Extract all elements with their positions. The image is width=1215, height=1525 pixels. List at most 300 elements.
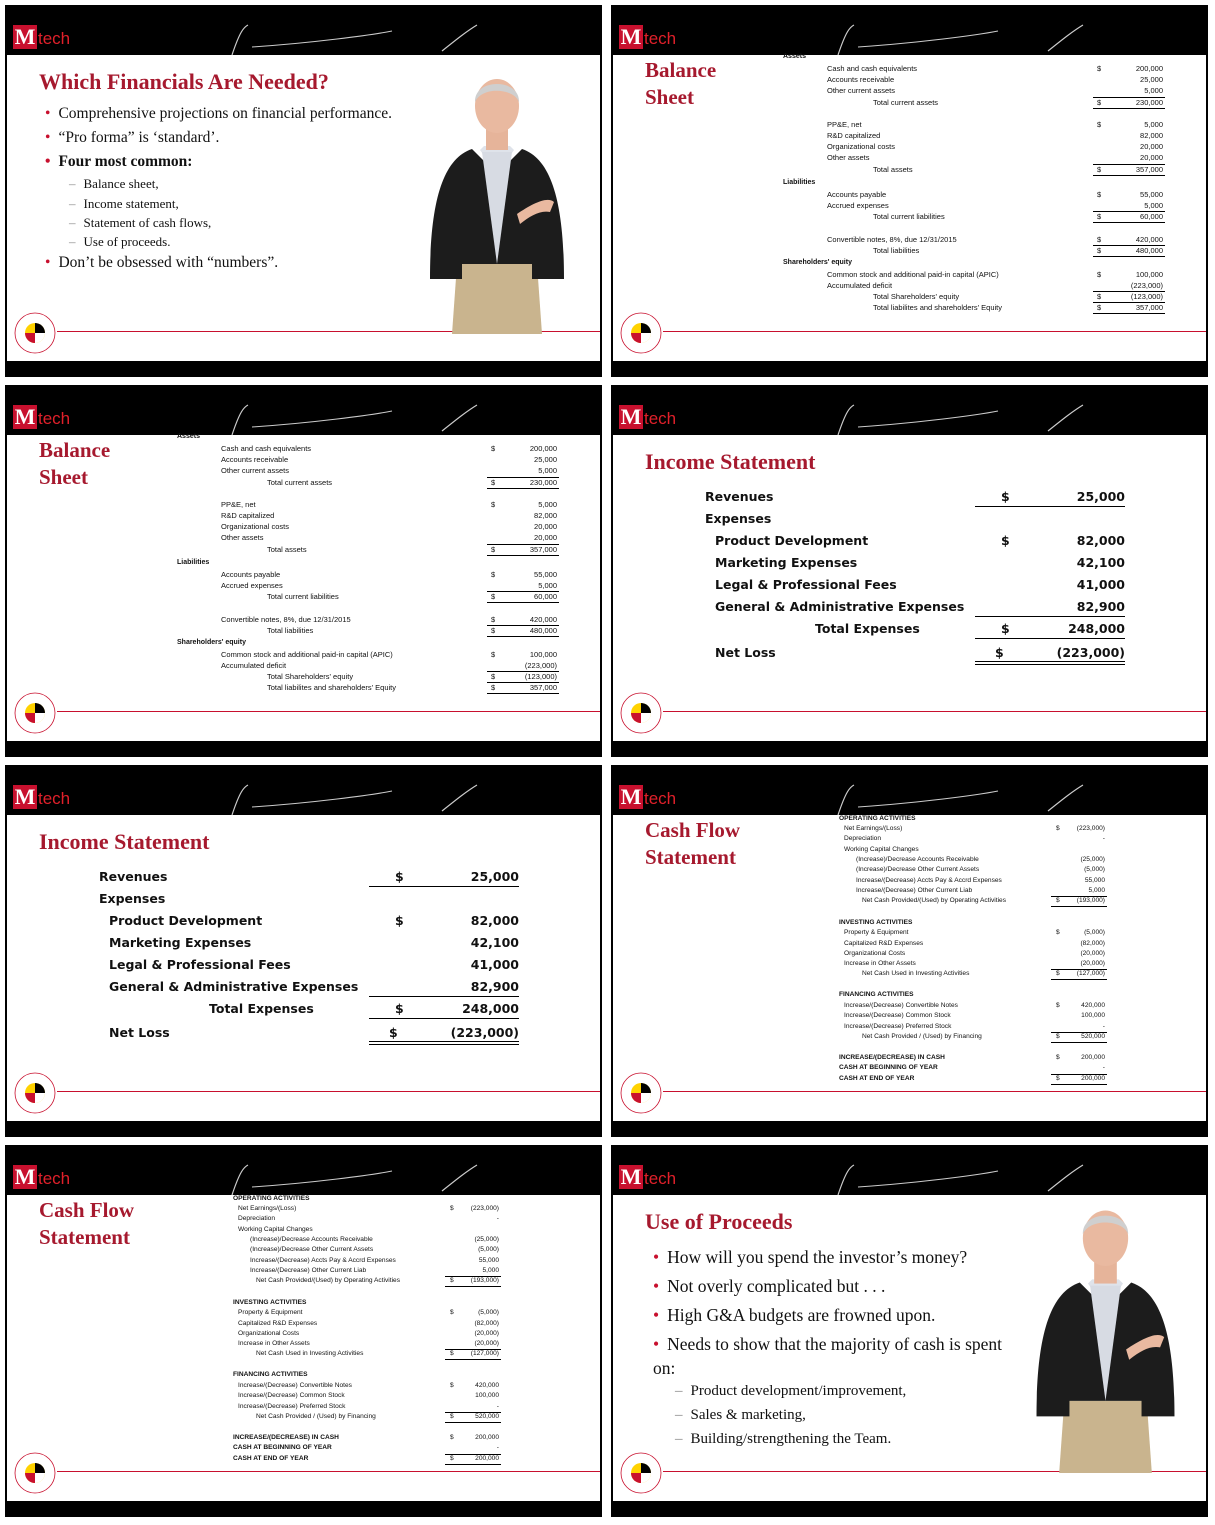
table-row-label: Net Loss xyxy=(715,645,776,660)
bottom-bar xyxy=(7,1121,600,1135)
currency-symbol: $ xyxy=(1097,212,1102,221)
table-row-label: Increase in Other Assets xyxy=(238,1340,310,1347)
footer-red-line xyxy=(57,1471,600,1472)
table-cell-value: 248,000 xyxy=(462,1001,519,1016)
currency-symbol: $ xyxy=(450,1455,454,1462)
slide-title: Income Statement xyxy=(645,449,816,474)
table-cell-value: - xyxy=(1102,835,1105,842)
table-cell-value: 82,000 xyxy=(534,511,557,520)
bullet-dot: • xyxy=(45,129,51,146)
logo-m-mark: M xyxy=(620,784,642,809)
table-cell-value: (193,000) xyxy=(1076,897,1105,904)
table-row-label: Organizational Costs xyxy=(238,1330,300,1337)
table-cell-value: - xyxy=(496,1444,499,1451)
table-row-label: CASH AT BEGINNING OF YEAR xyxy=(233,1444,332,1451)
table-row-label: INCREASE/(DECREASE) IN CASH xyxy=(233,1434,339,1441)
currency-symbol: $ xyxy=(1097,120,1102,129)
bullet-item xyxy=(45,105,392,123)
table-cell-value: 55,000 xyxy=(1084,877,1105,884)
table-row-label: Property & Equipment xyxy=(844,929,909,936)
table-row-label: Increase in Other Assets xyxy=(844,960,916,967)
table-cell-value: 520,000 xyxy=(1081,1033,1105,1040)
table-row-label: FINANCING ACTIVITIES xyxy=(839,991,914,998)
total-underline xyxy=(1051,1084,1107,1085)
table-row-label: Expenses xyxy=(99,891,166,906)
mtech-logo xyxy=(13,1165,70,1191)
table-cell-value: 230,000 xyxy=(1135,98,1163,107)
table-row-label: Cash and cash equivalents xyxy=(221,444,312,453)
table-row-label: Legal & Professional Fees xyxy=(715,577,897,592)
currency-symbol: $ xyxy=(1097,303,1102,312)
table-row-label: PP&E, net xyxy=(827,120,862,129)
logo-m-mark: M xyxy=(14,1164,36,1189)
table-cell-value: (223,000) xyxy=(450,1025,519,1040)
sub-bullet-item xyxy=(69,234,171,250)
table-row-label: CASH AT END OF YEAR xyxy=(233,1455,309,1462)
total-underline xyxy=(1051,906,1107,907)
slide-8 xyxy=(611,1145,1208,1517)
table-row-label: Total liabilities xyxy=(873,246,920,255)
table-cell-value: (5,000) xyxy=(478,1309,499,1316)
table-row-label: Organizational Costs xyxy=(844,950,906,957)
table-row-label: Increase/(Decrease) Preferred Stock xyxy=(238,1403,346,1410)
total-rule xyxy=(487,477,559,478)
header-swoosh xyxy=(222,781,482,815)
table-row-label: Net Cash Provided/(Used) by Operating Activities xyxy=(862,897,1007,904)
bullet-text: How will you spend the investor’s money? xyxy=(667,1247,968,1267)
bullet-text: Needs to show that the majority of cash is spent on: xyxy=(653,1334,1003,1378)
table-rule xyxy=(975,506,1125,507)
table-cell-value: 82,900 xyxy=(470,979,519,994)
header-swoosh xyxy=(222,1161,482,1195)
total-rule xyxy=(1051,896,1107,897)
bullet-item xyxy=(45,153,192,171)
section-header: Liabilities xyxy=(783,179,816,186)
bottom-bar xyxy=(7,1501,600,1515)
table-row-label: CASH AT END OF YEAR xyxy=(839,1075,915,1082)
bullet-item xyxy=(653,1245,1023,1269)
logo-text: tech xyxy=(38,789,71,808)
total-rule xyxy=(1093,164,1165,165)
table-cell-value: 5,000 xyxy=(538,500,557,509)
sub-bullet-dash: – xyxy=(675,1383,683,1399)
table-cell-value: (223,000) xyxy=(524,661,557,670)
mtech-logo xyxy=(619,405,676,431)
bullet-item xyxy=(653,1274,1023,1298)
table-row-label: FINANCING ACTIVITIES xyxy=(233,1371,308,1378)
section-header: Shareholders' equity xyxy=(177,639,246,646)
table-row-label: Total current assets xyxy=(267,478,333,487)
table-row-label: Total liabilities xyxy=(267,626,314,635)
table-cell-value: 5,000 xyxy=(538,581,557,590)
bullet-dot: • xyxy=(653,1247,660,1267)
table-row-label: Net Cash Used in Investing Activities xyxy=(256,1350,364,1357)
table-row-label: Total liabilites and shareholders' Equity xyxy=(267,683,397,692)
sub-bullet-dash: – xyxy=(69,234,76,249)
logo-text: tech xyxy=(38,409,71,428)
total-underline xyxy=(487,488,559,489)
total-rule xyxy=(445,1349,501,1350)
table-row-label: Increase/(Decrease) Convertible Notes xyxy=(844,1002,958,1009)
currency-symbol: $ xyxy=(1056,1054,1060,1061)
total-rule xyxy=(487,544,559,545)
table-cell-value: 520,000 xyxy=(475,1413,499,1420)
table-row-label: Accrued expenses xyxy=(221,581,283,590)
sub-bullet-text: Product development/improvement, xyxy=(690,1383,907,1399)
total-rule xyxy=(1093,291,1165,292)
currency-symbol: $ xyxy=(491,478,496,487)
logo-text: tech xyxy=(644,29,677,48)
table-cell-value: - xyxy=(496,1215,499,1222)
section-header: Assets xyxy=(783,53,806,60)
total-rule xyxy=(1093,302,1165,303)
table-row-label: Accounts payable xyxy=(221,570,281,579)
table-row-label: Net Cash Provided / (Used) by Financing xyxy=(256,1413,376,1420)
table-row-label: Increase/(Decrease) Other Current Liab xyxy=(250,1267,367,1274)
slide-1 xyxy=(5,5,602,377)
table-cell-value: - xyxy=(1102,1023,1105,1030)
logo-m-mark: M xyxy=(14,404,36,429)
sub-bullet-dash: – xyxy=(69,215,76,230)
logo-text: tech xyxy=(38,1169,71,1188)
table-row-label: Expenses xyxy=(705,511,772,526)
slide-4 xyxy=(611,385,1208,757)
currency-symbol: $ xyxy=(1056,897,1060,904)
total-rule xyxy=(1051,969,1107,970)
footer-red-line xyxy=(57,711,600,712)
table-cell-value: 41,000 xyxy=(1076,577,1125,592)
table-row-label: Revenues xyxy=(99,869,168,884)
bottom-bar xyxy=(613,361,1206,375)
title-line: Sheet xyxy=(39,465,88,489)
table-cell-value: 5,000 xyxy=(538,466,557,475)
table-cell-value: (123,000) xyxy=(524,672,557,681)
total-underline xyxy=(487,555,559,556)
total-rule xyxy=(487,591,559,592)
table-cell-value: 82,000 xyxy=(1076,533,1125,548)
footer-red-line xyxy=(663,331,1206,332)
title-line: Cash Flow xyxy=(645,818,741,842)
table-row-label: PP&E, net xyxy=(221,500,256,509)
mtech-logo xyxy=(13,785,70,811)
table-cell-value: (223,000) xyxy=(1076,825,1105,832)
table-row-label: Net Earnings/(Loss) xyxy=(238,1205,297,1212)
header-swoosh xyxy=(828,1161,1088,1195)
table-row-label: Other current assets xyxy=(827,86,895,95)
table-cell-value: 5,000 xyxy=(1144,201,1163,210)
slide-title: Use of Proceeds xyxy=(645,1209,793,1234)
total-underline xyxy=(487,602,559,603)
table-row-label: (Increase)/Decrease Accounts Receivable xyxy=(250,1236,373,1243)
table-row-label: Depreciation xyxy=(844,835,882,842)
table-row-label: Marketing Expenses xyxy=(109,935,252,950)
university-seal-icon xyxy=(13,1451,57,1495)
total-underline xyxy=(445,1422,501,1423)
slide-3 xyxy=(5,385,602,757)
bullet-text: Comprehensive projections on financial performance. xyxy=(58,105,392,122)
university-seal-icon xyxy=(13,691,57,735)
bullet-dot: • xyxy=(45,254,51,271)
table-cell-value: 55,000 xyxy=(478,1257,499,1264)
university-seal-icon xyxy=(619,691,663,735)
total-rule xyxy=(1051,1032,1107,1033)
bullet-dot: • xyxy=(653,1276,660,1296)
logo-text: tech xyxy=(644,409,677,428)
table-cell-value: 420,000 xyxy=(1135,235,1163,244)
table-cell-value: 480,000 xyxy=(529,626,557,635)
table-row-label: Net Loss xyxy=(109,1025,170,1040)
currency-symbol: $ xyxy=(450,1309,454,1316)
slide-5 xyxy=(5,765,602,1137)
table-cell-value: - xyxy=(1102,1064,1105,1071)
total-rule xyxy=(487,671,559,672)
total-underline xyxy=(1093,256,1165,257)
bottom-bar xyxy=(613,741,1206,755)
table-cell-value: 25,000 xyxy=(1140,75,1163,84)
table-row-label: Net Cash Used in Investing Activities xyxy=(862,970,970,977)
total-underline xyxy=(487,693,559,694)
table-cell-value: 357,000 xyxy=(529,683,557,692)
currency-symbol: $ xyxy=(450,1350,454,1357)
footer-red-line xyxy=(663,711,1206,712)
table-row-label: Total assets xyxy=(873,165,913,174)
table-row-label: Accounts receivable xyxy=(221,455,289,464)
table-row-label: Net Cash Provided/(Used) by Operating Activities xyxy=(256,1277,401,1284)
table-row-label: Increase/(Decrease) Other Current Liab xyxy=(856,887,973,894)
currency-symbol: $ xyxy=(491,570,496,579)
sub-bullet-dash: – xyxy=(69,196,76,211)
table-cell-value: 100,000 xyxy=(475,1392,499,1399)
bullet-item xyxy=(653,1303,1023,1327)
section-header: Shareholders' equity xyxy=(783,259,852,266)
table-cell-value: 25,000 xyxy=(1076,489,1125,504)
currency-symbol: $ xyxy=(491,672,496,681)
table-row-label: Organizational costs xyxy=(221,522,289,531)
table-row-label: Other assets xyxy=(827,153,870,162)
table-cell-value: 200,000 xyxy=(475,1455,499,1462)
table-row-label: Total Shareholders' equity xyxy=(873,292,960,301)
table-row-label: CASH AT BEGINNING OF YEAR xyxy=(839,1064,938,1071)
table-cell-value: 200,000 xyxy=(475,1434,499,1441)
slide-title: Income Statement xyxy=(39,829,210,854)
table-cell-value: (20,000) xyxy=(474,1340,499,1347)
table-cell-value: (5,000) xyxy=(1084,866,1105,873)
table-row-label: Total liabilites and shareholders' Equity xyxy=(873,303,1003,312)
table-cell-value: - xyxy=(496,1403,499,1410)
currency-symbol: $ xyxy=(1056,1033,1060,1040)
logo-text: tech xyxy=(644,1169,677,1188)
currency-symbol: $ xyxy=(1097,246,1102,255)
table-row-label: Total current assets xyxy=(873,98,939,107)
table-cell-value: (223,000) xyxy=(1130,281,1163,290)
bullet-text: Not overly complicated but . . . xyxy=(667,1276,886,1296)
currency-symbol: $ xyxy=(1056,825,1060,832)
table-cell-value: 60,000 xyxy=(534,592,557,601)
table-row-label: (Increase)/Decrease Other Current Assets xyxy=(250,1246,374,1253)
table-cell-value: 20,000 xyxy=(534,522,557,531)
title-line: Statement xyxy=(645,845,736,869)
table-row-label: Working Capital Changes xyxy=(844,846,919,853)
bullet-dot: • xyxy=(45,153,51,170)
table-row-label: Net Cash Provided / (Used) by Financing xyxy=(862,1033,982,1040)
table-rule xyxy=(975,616,1125,617)
table-row-label: General & Administrative Expenses xyxy=(109,979,359,994)
table-cell-value: 420,000 xyxy=(1081,1002,1105,1009)
currency-symbol: $ xyxy=(450,1382,454,1389)
bullet-text: Don’t be obsessed with “numbers”. xyxy=(58,254,279,271)
header-swoosh xyxy=(222,21,482,55)
table-cell-value: 420,000 xyxy=(475,1382,499,1389)
logo-m-mark: M xyxy=(14,24,36,49)
university-seal-icon xyxy=(13,1071,57,1115)
table-row-label: Convertible notes, 8%, due 12/31/2015 xyxy=(827,235,957,244)
table-cell-value: 5,000 xyxy=(1144,120,1163,129)
title-line: Cash Flow xyxy=(39,1198,135,1222)
university-seal-icon xyxy=(13,311,57,355)
total-rule xyxy=(445,1412,501,1413)
title-line: Balance xyxy=(645,58,717,82)
currency-symbol: $ xyxy=(491,500,496,509)
table-row-label: (Increase)/Decrease Accounts Receivable xyxy=(856,856,979,863)
section-header: Assets xyxy=(177,433,200,440)
table-row-label: Product Development xyxy=(109,913,263,928)
bullet-item xyxy=(45,254,278,272)
sub-bullet-item xyxy=(69,196,179,212)
table-cell-value: (123,000) xyxy=(1130,292,1163,301)
table-cell-value: 42,100 xyxy=(470,935,519,950)
currency-symbol: $ xyxy=(1097,165,1102,174)
total-underline xyxy=(1093,313,1165,314)
total-rule xyxy=(1093,211,1165,212)
table-row-label: Total Shareholders' equity xyxy=(267,672,354,681)
bottom-bar xyxy=(7,741,600,755)
footer-red-line xyxy=(57,1091,600,1092)
total-rule xyxy=(1093,97,1165,98)
table-row-label: Other current assets xyxy=(221,466,289,475)
logo-text: tech xyxy=(644,789,677,808)
table-cell-value: (20,000) xyxy=(474,1330,499,1337)
university-seal-icon xyxy=(619,1451,663,1495)
currency-symbol: $ xyxy=(450,1277,454,1284)
table-cell-value: 20,000 xyxy=(534,533,557,542)
table-cell-value: 42,100 xyxy=(1076,555,1125,570)
table-cell-value: (82,000) xyxy=(1080,940,1105,947)
bullet-text: Four most common: xyxy=(58,153,193,170)
total-rule xyxy=(445,1276,501,1277)
currency-symbol: $ xyxy=(1056,970,1060,977)
slide-title xyxy=(645,57,775,111)
table-cell-value: 100,000 xyxy=(1135,270,1163,279)
currency-symbol: $ xyxy=(1097,64,1102,73)
table-row-label: Common stock and additional paid-in capital (APIC) xyxy=(827,270,999,279)
bullet-dot: • xyxy=(45,105,51,122)
mtech-logo xyxy=(13,25,70,51)
table-cell-value: 5,000 xyxy=(482,1267,499,1274)
table-row-label: Total Expenses xyxy=(815,621,920,636)
currency-symbol: $ xyxy=(1097,270,1102,279)
sub-bullet-text: Income statement, xyxy=(83,196,179,211)
header-swoosh xyxy=(828,21,1088,55)
total-underline xyxy=(1051,979,1107,980)
sub-bullet-item xyxy=(675,1407,806,1424)
total-rule xyxy=(1093,245,1165,246)
table-cell-value: 25,000 xyxy=(470,869,519,884)
table-cell-value: 41,000 xyxy=(470,957,519,972)
total-rule xyxy=(487,682,559,683)
slide-7 xyxy=(5,1145,602,1517)
table-cell-value: (127,000) xyxy=(1076,970,1105,977)
sub-bullet-item xyxy=(69,176,159,192)
currency-symbol: $ xyxy=(1097,292,1102,301)
header-swoosh xyxy=(828,781,1088,815)
currency-symbol: $ xyxy=(491,626,496,635)
table-row-label: Other assets xyxy=(221,533,264,542)
table-row-label: Depreciation xyxy=(238,1215,276,1222)
table-row-label: Cash and cash equivalents xyxy=(827,64,918,73)
mtech-logo xyxy=(13,405,70,431)
table-cell-value: 5,000 xyxy=(1088,887,1105,894)
table-cell-value: 200,000 xyxy=(1081,1054,1105,1061)
table-row-label: Accumulated deficit xyxy=(827,281,893,290)
table-row-label: INVESTING ACTIVITIES xyxy=(233,1299,307,1306)
table-rule xyxy=(975,638,1125,639)
table-cell-value: (20,000) xyxy=(1080,950,1105,957)
sub-bullet-text: Statement of cash flows, xyxy=(83,215,212,230)
currency-symbol: $ xyxy=(995,645,1004,660)
currency-symbol: $ xyxy=(395,913,404,928)
table-cell-value: (25,000) xyxy=(474,1236,499,1243)
table-row-label: Revenues xyxy=(705,489,774,504)
table-row-label: Total current liabilities xyxy=(267,592,339,601)
currency-symbol: $ xyxy=(1001,533,1010,548)
table-cell-value: 420,000 xyxy=(529,615,557,624)
table-rule xyxy=(975,664,1125,665)
currency-symbol: $ xyxy=(1001,621,1010,636)
table-cell-value: (127,000) xyxy=(470,1350,499,1357)
bullet-dot: • xyxy=(653,1334,660,1354)
title-line: Sheet xyxy=(645,85,694,109)
table-row-label: Legal & Professional Fees xyxy=(109,957,291,972)
table-row-label: Common stock and additional paid-in capital (APIC) xyxy=(221,650,393,659)
currency-symbol: $ xyxy=(491,545,496,554)
logo-text: tech xyxy=(38,29,71,48)
table-row-label: Property & Equipment xyxy=(238,1309,303,1316)
table-row-label: Accounts receivable xyxy=(827,75,895,84)
currency-symbol: $ xyxy=(491,650,496,659)
total-rule xyxy=(445,1454,501,1455)
table-row-label: Capitalized R&D Expenses xyxy=(844,940,924,947)
sub-bullet-dash: – xyxy=(675,1431,683,1447)
table-row-label: Working Capital Changes xyxy=(238,1226,313,1233)
table-rule xyxy=(369,996,519,997)
title-line: Balance xyxy=(39,438,111,462)
header-swoosh xyxy=(828,401,1088,435)
table-row-label: Marketing Expenses xyxy=(715,555,858,570)
table-cell-value: 480,000 xyxy=(1135,246,1163,255)
table-row-label: General & Administrative Expenses xyxy=(715,599,965,614)
currency-symbol: $ xyxy=(450,1413,454,1420)
table-cell-value: (25,000) xyxy=(1080,856,1105,863)
table-row-label: Total assets xyxy=(267,545,307,554)
table-cell-value: 82,000 xyxy=(1140,131,1163,140)
slide-title xyxy=(39,1197,169,1251)
university-seal-icon xyxy=(619,311,663,355)
table-cell-value: 55,000 xyxy=(1140,190,1163,199)
slide-6 xyxy=(611,765,1208,1137)
table-cell-value: 5,000 xyxy=(1144,86,1163,95)
table-cell-value: 20,000 xyxy=(1140,142,1163,151)
currency-symbol: $ xyxy=(1097,235,1102,244)
